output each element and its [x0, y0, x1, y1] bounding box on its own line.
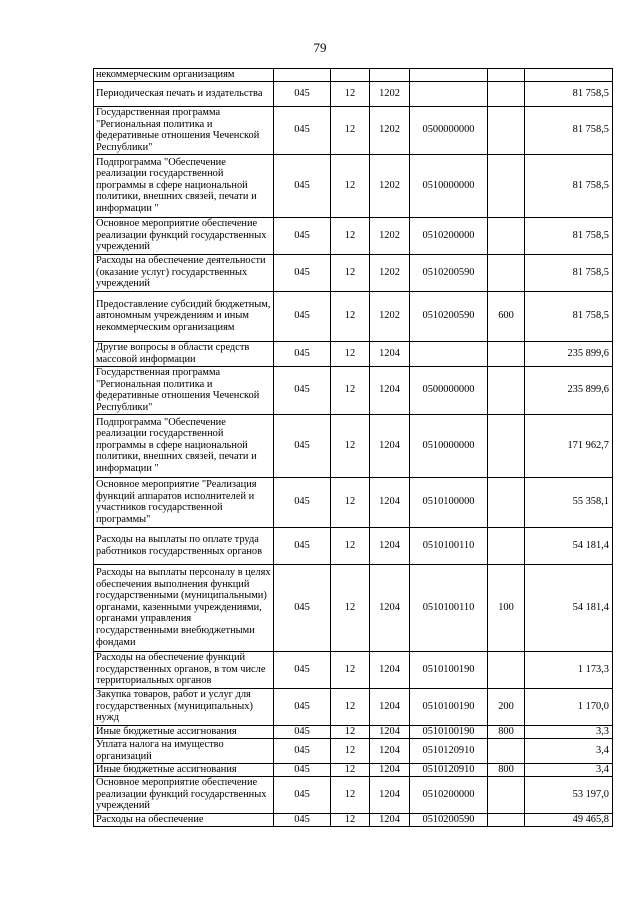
row-section-code: 12	[331, 776, 370, 813]
row-amount: 54 181,4	[525, 527, 613, 564]
row-name: Государственная программа "Региональная политика и федеративные отношения Чеченской Республики"	[94, 106, 274, 154]
row-amount: 81 758,5	[525, 154, 613, 217]
row-expense-type-code: 800	[488, 763, 525, 776]
table-row	[94, 527, 613, 564]
row-name: Расходы на обеспечение деятельности (оказание услуг) государственных учреждений	[94, 254, 274, 291]
table-row	[94, 414, 613, 477]
row-subsection-code: 1204	[370, 366, 410, 414]
row-expense-type-code: 600	[488, 291, 525, 341]
row-amount: 1 173,3	[525, 651, 613, 688]
row-subsection-code: 1202	[370, 106, 410, 154]
row-expense-type-code	[488, 477, 525, 527]
row-amount: 3,3	[525, 725, 613, 738]
row-expense-type-code	[488, 106, 525, 154]
row-subsection-code: 1204	[370, 738, 410, 763]
row-subsection-code: 1202	[370, 81, 410, 106]
row-department-code: 045	[274, 651, 331, 688]
row-subsection-code: 1202	[370, 217, 410, 254]
row-department-code: 045	[274, 217, 331, 254]
row-target-article-code: 0500000000	[410, 106, 488, 154]
row-amount: 81 758,5	[525, 217, 613, 254]
row-subsection-code: 1204	[370, 725, 410, 738]
row-subsection-code: 1204	[370, 813, 410, 826]
table-row	[94, 291, 613, 341]
row-target-article-code: 0510100110	[410, 564, 488, 651]
row-section-code: 12	[331, 106, 370, 154]
row-target-article-code	[410, 341, 488, 366]
row-department-code: 045	[274, 341, 331, 366]
row-department-code: 045	[274, 291, 331, 341]
row-amount: 235 899,6	[525, 366, 613, 414]
table-row	[94, 366, 613, 414]
row-amount: 81 758,5	[525, 291, 613, 341]
row-section-code: 12	[331, 564, 370, 651]
row-subsection-code: 1204	[370, 688, 410, 725]
row-target-article-code: 0510200590	[410, 291, 488, 341]
row-amount: 3,4	[525, 738, 613, 763]
table-row	[94, 813, 613, 826]
row-section-code: 12	[331, 341, 370, 366]
row-name: Основное мероприятие обеспечение реализации функций государственных учреждений	[94, 217, 274, 254]
row-department-code: 045	[274, 81, 331, 106]
row-section-code	[331, 69, 370, 82]
row-section-code: 12	[331, 725, 370, 738]
row-department-code: 045	[274, 564, 331, 651]
row-expense-type-code	[488, 69, 525, 82]
row-department-code: 045	[274, 738, 331, 763]
row-target-article-code: 0510200000	[410, 217, 488, 254]
row-name: Иные бюджетные ассигнования	[94, 725, 274, 738]
row-name: Иные бюджетные ассигнования	[94, 763, 274, 776]
row-department-code: 045	[274, 254, 331, 291]
row-name: Подпрограмма "Обеспечение реализации государственной программы в сфере национальной политики, внешних связей, печати и информации "	[94, 414, 274, 477]
row-expense-type-code	[488, 813, 525, 826]
row-subsection-code: 1204	[370, 564, 410, 651]
row-department-code: 045	[274, 776, 331, 813]
row-department-code: 045	[274, 813, 331, 826]
table-row	[94, 776, 613, 813]
row-target-article-code: 0510000000	[410, 414, 488, 477]
row-amount: 81 758,5	[525, 81, 613, 106]
row-target-article-code: 0500000000	[410, 366, 488, 414]
row-section-code: 12	[331, 366, 370, 414]
row-expense-type-code	[488, 527, 525, 564]
row-section-code: 12	[331, 254, 370, 291]
row-name: Уплата налога на имущество организаций	[94, 738, 274, 763]
row-amount: 53 197,0	[525, 776, 613, 813]
table-row	[94, 564, 613, 651]
row-subsection-code: 1202	[370, 254, 410, 291]
row-expense-type-code	[488, 341, 525, 366]
row-section-code: 12	[331, 217, 370, 254]
row-name: Подпрограмма "Обеспечение реализации государственной программы в сфере национальной политики, внешних связей, печати и информации "	[94, 154, 274, 217]
row-name: Другие вопросы в области средств массовой информации	[94, 341, 274, 366]
table-row	[94, 254, 613, 291]
table-row	[94, 738, 613, 763]
row-target-article-code: 0510000000	[410, 154, 488, 217]
row-expense-type-code	[488, 217, 525, 254]
row-target-article-code	[410, 69, 488, 82]
table-row	[94, 725, 613, 738]
table-row	[94, 81, 613, 106]
row-subsection-code: 1204	[370, 763, 410, 776]
table-row	[94, 651, 613, 688]
row-amount: 235 899,6	[525, 341, 613, 366]
row-target-article-code	[410, 81, 488, 106]
row-section-code: 12	[331, 738, 370, 763]
row-target-article-code: 0510120910	[410, 738, 488, 763]
row-amount: 55 358,1	[525, 477, 613, 527]
row-department-code	[274, 69, 331, 82]
row-expense-type-code	[488, 366, 525, 414]
row-name: Расходы на обеспечение	[94, 813, 274, 826]
row-department-code: 045	[274, 414, 331, 477]
row-department-code: 045	[274, 527, 331, 564]
table-row	[94, 477, 613, 527]
row-section-code: 12	[331, 527, 370, 564]
table-row	[94, 217, 613, 254]
row-subsection-code: 1204	[370, 414, 410, 477]
row-target-article-code: 0510100000	[410, 477, 488, 527]
row-section-code: 12	[331, 477, 370, 527]
row-subsection-code: 1204	[370, 776, 410, 813]
row-name: Предоставление субсидий бюджетным, автономным учреждениям и иным некоммерческим организациям	[94, 291, 274, 341]
row-amount: 171 962,7	[525, 414, 613, 477]
row-target-article-code: 0510200590	[410, 813, 488, 826]
row-department-code: 045	[274, 688, 331, 725]
row-target-article-code: 0510120910	[410, 763, 488, 776]
row-name: Периодическая печать и издательства	[94, 81, 274, 106]
table-row	[94, 69, 613, 82]
page-number: 79	[313, 40, 327, 55]
budget-table	[93, 68, 613, 827]
row-expense-type-code	[488, 254, 525, 291]
row-section-code: 12	[331, 154, 370, 217]
row-expense-type-code	[488, 154, 525, 217]
row-target-article-code: 0510100190	[410, 688, 488, 725]
row-amount: 3,4	[525, 763, 613, 776]
row-amount: 54 181,4	[525, 564, 613, 651]
row-amount: 81 758,5	[525, 106, 613, 154]
row-department-code: 045	[274, 154, 331, 217]
row-target-article-code: 0510200000	[410, 776, 488, 813]
row-expense-type-code	[488, 414, 525, 477]
row-name: Закупка товаров, работ и услуг для государственных (муниципальных) нужд	[94, 688, 274, 725]
table-row	[94, 154, 613, 217]
row-name: Основное мероприятие обеспечение реализации функций государственных учреждений	[94, 776, 274, 813]
row-amount	[525, 69, 613, 82]
row-subsection-code: 1204	[370, 477, 410, 527]
row-subsection-code: 1202	[370, 291, 410, 341]
row-section-code: 12	[331, 763, 370, 776]
row-expense-type-code	[488, 81, 525, 106]
row-target-article-code: 0510200590	[410, 254, 488, 291]
row-section-code: 12	[331, 414, 370, 477]
row-name: Расходы на обеспечение функций государственных органов, в том числе территориальных органов	[94, 651, 274, 688]
row-target-article-code: 0510100190	[410, 651, 488, 688]
row-name: некоммерческим организациям	[94, 69, 274, 82]
row-department-code: 045	[274, 763, 331, 776]
row-name: Расходы на выплаты по оплате труда работников государственных органов	[94, 527, 274, 564]
row-name: Основное мероприятие "Реализация функций аппаратов исполнителей и участников государственной программы"	[94, 477, 274, 527]
row-expense-type-code: 200	[488, 688, 525, 725]
table-row	[94, 763, 613, 776]
row-amount: 49 465,8	[525, 813, 613, 826]
row-department-code: 045	[274, 366, 331, 414]
row-section-code: 12	[331, 651, 370, 688]
row-expense-type-code: 800	[488, 725, 525, 738]
row-department-code: 045	[274, 106, 331, 154]
row-department-code: 045	[274, 725, 331, 738]
row-section-code: 12	[331, 688, 370, 725]
table-row	[94, 341, 613, 366]
row-name: Государственная программа "Региональная политика и федеративные отношения Чеченской Республики"	[94, 366, 274, 414]
row-amount: 1 170,0	[525, 688, 613, 725]
row-subsection-code	[370, 69, 410, 82]
row-section-code: 12	[331, 291, 370, 341]
row-expense-type-code	[488, 776, 525, 813]
row-expense-type-code	[488, 651, 525, 688]
row-name: Расходы на выплаты персоналу в целях обеспечения выполнения функций государственными (муниципальными) органами, казенными учреждениями, органами управления государственными внебюджетными фондами	[94, 564, 274, 651]
row-section-code: 12	[331, 81, 370, 106]
table-row	[94, 106, 613, 154]
row-section-code: 12	[331, 813, 370, 826]
row-target-article-code: 0510100190	[410, 725, 488, 738]
row-amount: 81 758,5	[525, 254, 613, 291]
row-subsection-code: 1202	[370, 154, 410, 217]
row-target-article-code: 0510100110	[410, 527, 488, 564]
row-expense-type-code	[488, 738, 525, 763]
row-subsection-code: 1204	[370, 527, 410, 564]
row-department-code: 045	[274, 477, 331, 527]
row-subsection-code: 1204	[370, 651, 410, 688]
row-expense-type-code: 100	[488, 564, 525, 651]
table-row	[94, 688, 613, 725]
row-subsection-code: 1204	[370, 341, 410, 366]
